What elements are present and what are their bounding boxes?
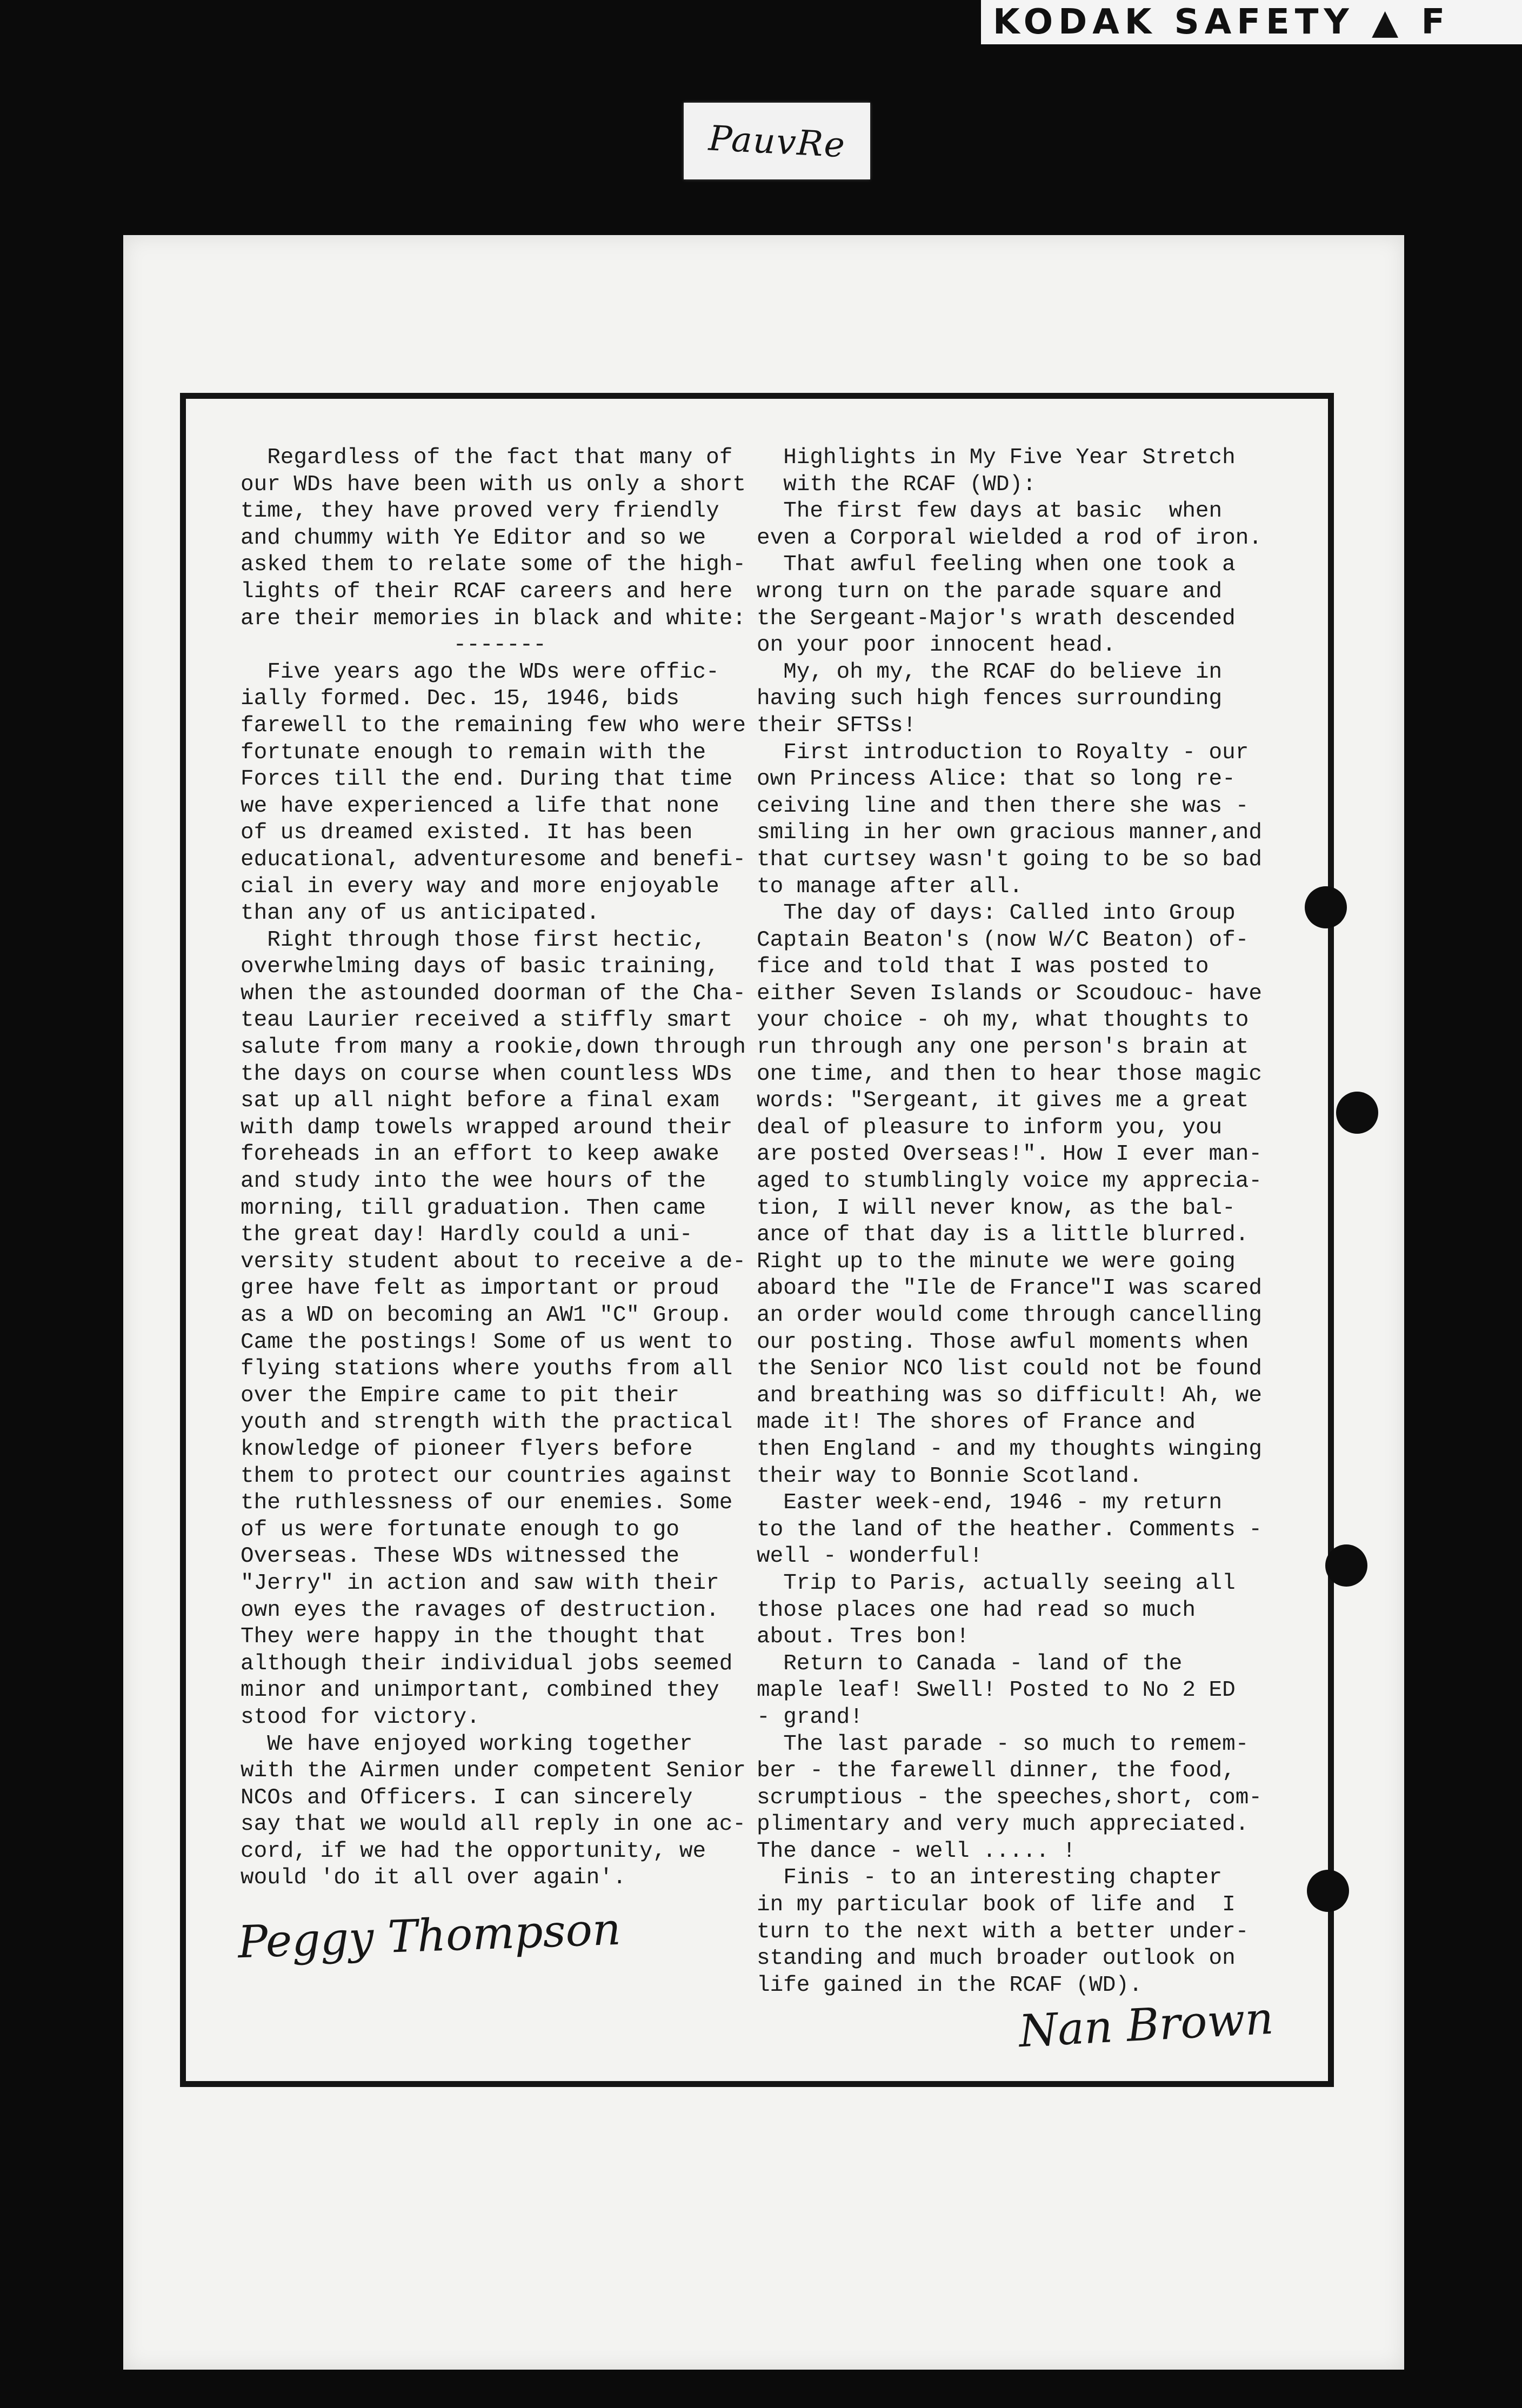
binder-hole (1305, 886, 1347, 928)
left-paragraph: We have enjoyed working together with the Airmen under competent Senior NCOs and Officers. I can sincerely say that we would all reply in one ac- cord, if we had the opportunity, we would 'do it all over again'. (241, 1731, 746, 1891)
right-column (757, 445, 1262, 1999)
section-divider: ------- (241, 633, 546, 658)
signature-nan-brown: Nan Brown (1017, 1992, 1275, 2058)
right-paragraph: Return to Canada - land of the maple leaf! Swell! Posted to No 2 ED - grand! (757, 1651, 1236, 1730)
left-column (241, 445, 746, 1892)
right-paragraph: The day of days: Called into Group Captain Beaton's (now W/C Beaton) of- fice and told that I was posted to either Seven Islands or Scoudouc- have your choice - oh my, what thoughts to run through any one person's brain at one time, and then to hear those magic words: "Sergeant, it gives me a great deal of pleasure to inform you, you are posted Overseas!". How I ever man- aged to stumblingly voice my apprecia- tion, I will never know, as the bal- ance of that day is a little blurred. Right up to the minute we were going aboard the "Ile de France"I was scared an order would come through cancelling our posting. Those awful moments when the Senior NCO list could not be found and breathing was so difficult! Ah, we made it! The shores of France and then England - and my thoughts winging their way to Bonnie Scotland. (757, 901, 1262, 1489)
left-paragraph: Five years ago the WDs were offic- ially formed. Dec. 15, 1946, bids farewell to the remaining few who were fortunate enough to remain with the Forces till the end. During that time we have experienced a life that none of us dreamed existed. It has been educational, adventuresome and benefi- cial in every way and more enjoyable than any of us anticipated. (241, 659, 746, 926)
right-paragraph: My, oh my, the RCAF do believe in having such high fences surrounding their SFTSs! (757, 659, 1223, 738)
right-paragraph: That awful feeling when one took a wrong turn on the parade square and the Sergeant-Major's wrath descended on your poor innocent head. (757, 552, 1236, 658)
right-paragraph: The first few days at basic when even a Corporal wielded a rod of iron. (757, 499, 1262, 551)
right-heading: Highlights in My Five Year Stretch with the RCAF (WD): (783, 445, 1236, 497)
handwritten-tag (684, 103, 870, 179)
binder-hole (1325, 1544, 1367, 1587)
left-paragraph: Right through those first hectic, overwhelming days of basic training, when the astounded doorman of the Cha- teau Laurier received a stiffly smart salute from many a rookie,down through the days on course when countless WDs sat up all night before a final exam with damp towels wrapped around their foreheads in an effort to keep awake and study into the wee hours of the morning, till graduation. Then came the great day! Hardly could a uni- versity student about to receive a de- gree have felt as important or proud as a WD on becoming an AW1 "C" Group. Came the postings! Some of us went to flying stations where youths from all over the Empire came to pit their youth and strength with the practical knowledge of pioneer flyers before them to protect our countries against the ruthlessness of our enemies. Some of us were fortunate enough to go Overseas. These WDs witnessed the "Jerry" in action and saw with their own eyes the ravages of destruction. They were happy in the thought that although their individual jobs seemed minor and unimportant, combined they stood for victory. (241, 927, 746, 1730)
right-paragraph: Trip to Paris, actually seeing all those places one had read so much about. Tres bon! (757, 1570, 1236, 1650)
right-paragraph: Easter week-end, 1946 - my return to the land of the heather. Comments - well - wonderful! (757, 1490, 1262, 1569)
binder-hole (1307, 1870, 1349, 1912)
signature-peggy-thompson: Peggy Thompson (237, 1903, 622, 1969)
right-paragraph: First introduction to Royalty - our own Princess Alice: that so long re- ceiving line and then there she was - smiling in her own gracious manner,and that curtsey wasn't going to be so bad to manage after all. (757, 740, 1262, 899)
right-paragraph: Finis - to an interesting chapter in my particular book of life and I turn to the next with a better under- standing and much broader outlook on life gained in the RCAF (WD). (757, 1865, 1249, 1998)
film-edge-label: KODAK SAFETY ▲ F (981, 0, 1522, 44)
right-paragraph: The last parade - so much to remem- ber - the farewell dinner, the food, scrumptious - the speeches,short, com- plimentary and very much appreciated. The dance - well ..... ! (757, 1731, 1262, 1864)
tag-text: PauvRe (707, 118, 847, 166)
binder-hole (1336, 1092, 1378, 1134)
left-intro-paragraph: Regardless of the fact that many of our WDs have been with us only a short time, they have proved very friendly and chummy with Ye Editor and so we asked them to relate some of the high- lights of their RCAF careers and here are their memories in black and white: (241, 445, 746, 631)
